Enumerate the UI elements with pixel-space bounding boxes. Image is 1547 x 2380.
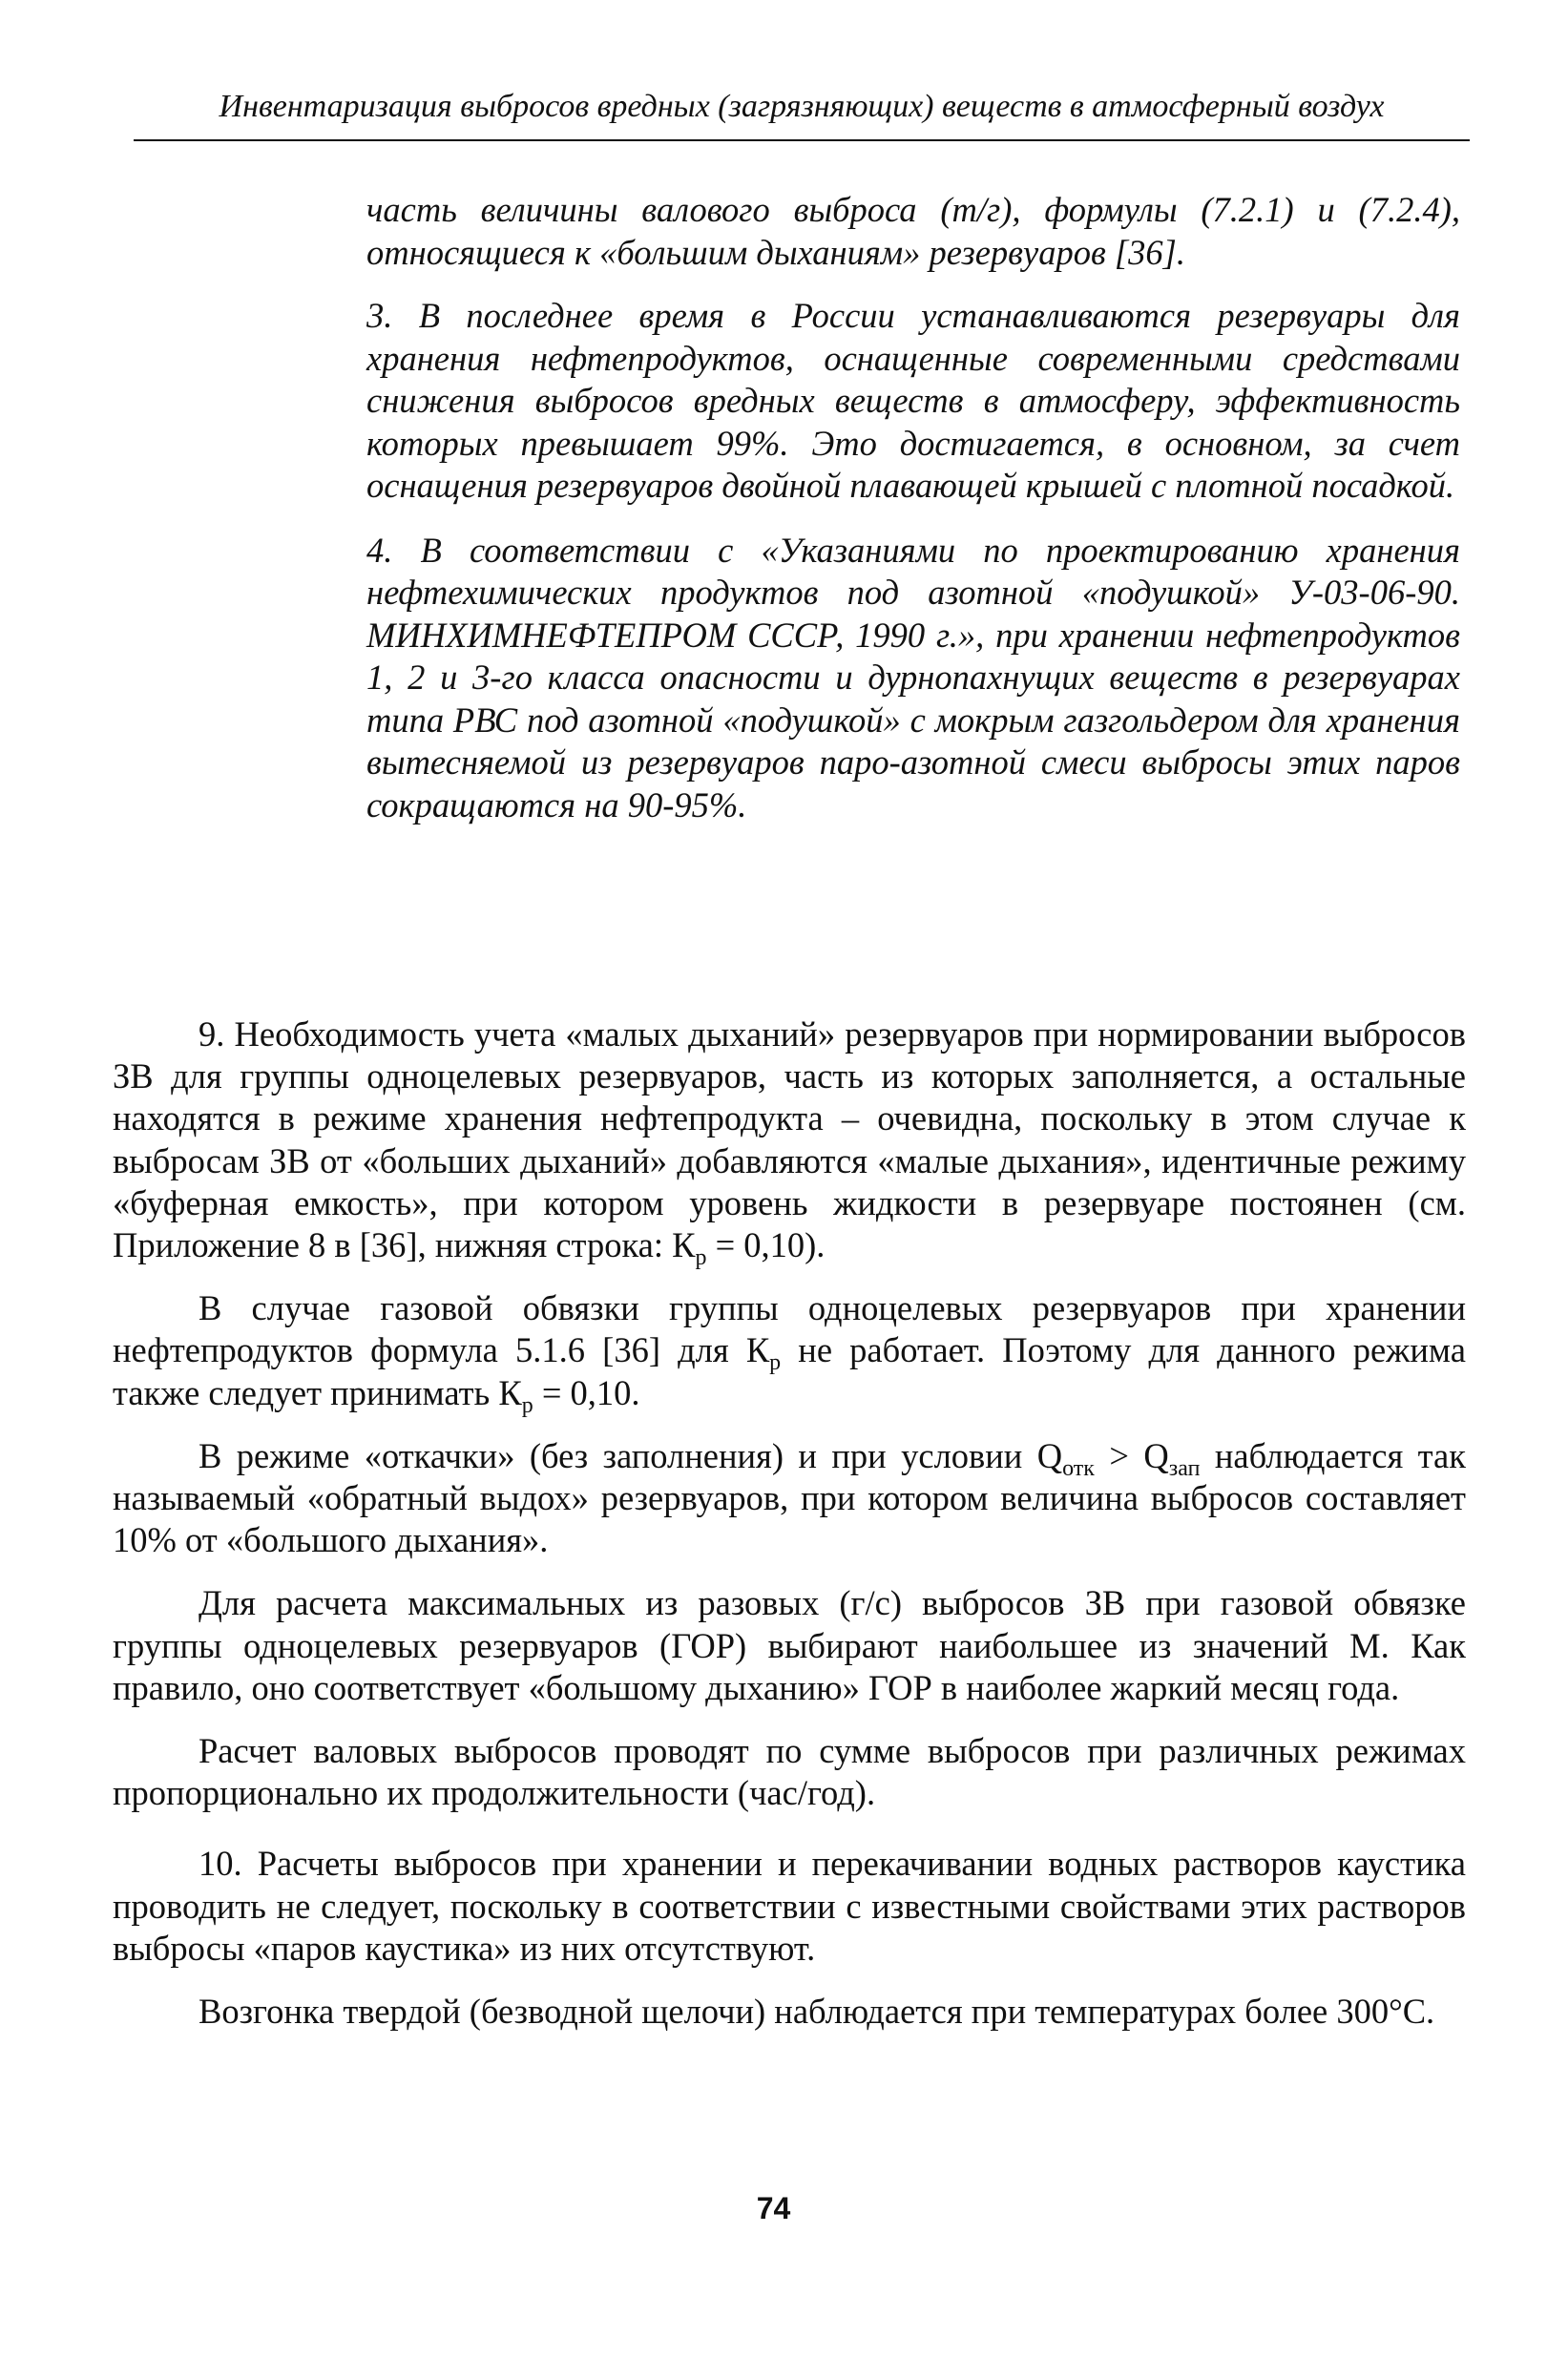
italic-notes (366, 189, 1460, 848)
note-paragraph-3: 3. В последнее время в России устанавливаются резервуары для хранения нефтепродуктов, оснащенные современными средствами снижения выбросов вредных веществ в атмосферу, эффективность которых превышает 99%. Это достигается, в основном, за счет оснащения резервуаров двойной плавающей крышей с плотной посадкой. (366, 296, 1460, 505)
main-text (113, 1013, 1466, 2054)
paragraph-10: 10. Расчеты выбросов при хранении и перекачивании водных растворов каустика проводить не следует, поскольку в соответствии с известными свойствами этих растворов выбросы «паров каустика» из них отсутствуют. (113, 1844, 1466, 1968)
paragraph-gas-binding: В случае газовой обвязки группы одноцелевых резервуаров при хранении нефтепродуктов формула 5.1.6 [36] для $К_р$ не работает. Поэтому для данного режима также следует принимать $К_р = 0,10$. (113, 1288, 1466, 1418)
paragraph-sublimation: Возгонка твердой (безводной щелочи) наблюдается при температурах более 300°С. (199, 1992, 1435, 2032)
paragraph-9: 9. Необходимость учета «малых дыханий» резервуаров при нормировании выбросов ЗВ для группы одноцелевых резервуаров, часть из которых заполняется, а остальные находятся в режиме хранения нефтепродукта – очевидна, поскольку в этом случае к выбросам ЗВ от «больших дыханий» добавляются «малые дыхания», идентичные режиму «буферная емкость», при котором уровень жидкости в резервуаре постоянен (см. Приложение 8 в [36], нижняя строка: $К_р = 0,10$). (113, 1014, 1466, 1271)
running-header (134, 88, 1470, 141)
note-paragraph-continuation: часть величины валового выброса (т/г), формулы (7.2.1) и (7.2.4), относящиеся к «большим дыханиям» резервуаров [36]. (366, 190, 1460, 272)
page-number: 74 (756, 2191, 791, 2225)
paragraph-max-emissions: Для расчета максимальных из разовых (г/с) выбросов ЗВ при газовой обвязке группы одноцелевых резервуаров (ГОР) выбирают наибольшее из значений М. Как правило, оно соответствует «большому дыханию» ГОР в наиболее жаркий месяц года. (113, 1583, 1466, 1707)
note-paragraph-4: 4. В соответствии с «Указаниями по проектированию хранения нефтехимических продуктов под азотной «подушкой» У-03-06-90. МИНХИМНЕФТЕПРОМ СССР, 1990 г.», при хранении нефтепродуктов 1, 2 и 3-го класса опасности и дурнопахнущих веществ в резервуарах типа РВС под азотной «подушкой» с мокрым газгольдером для хранения вытесняемой из резервуаров паро-азотной смеси выбросы этих паров сокращаются на 90-95%. (366, 530, 1460, 825)
paragraph-pumping-mode: В режиме «откачки» (без заполнения) и при условии $Q_{отк} > Q_{зап}$ наблюдается так называемый «обратный выдох» резервуаров, при котором величина выбросов составляет 10% от «большого дыхания». (113, 1435, 1466, 1560)
running-header-text: Инвентаризация выбросов вредных (загрязняющих) веществ в атмосферный воздух (219, 89, 1385, 124)
paragraph-gross-emissions: Расчет валовых выбросов проводят по сумме выбросов при различных режимах пропорционально их продолжительности (час/год). (113, 1731, 1466, 1813)
